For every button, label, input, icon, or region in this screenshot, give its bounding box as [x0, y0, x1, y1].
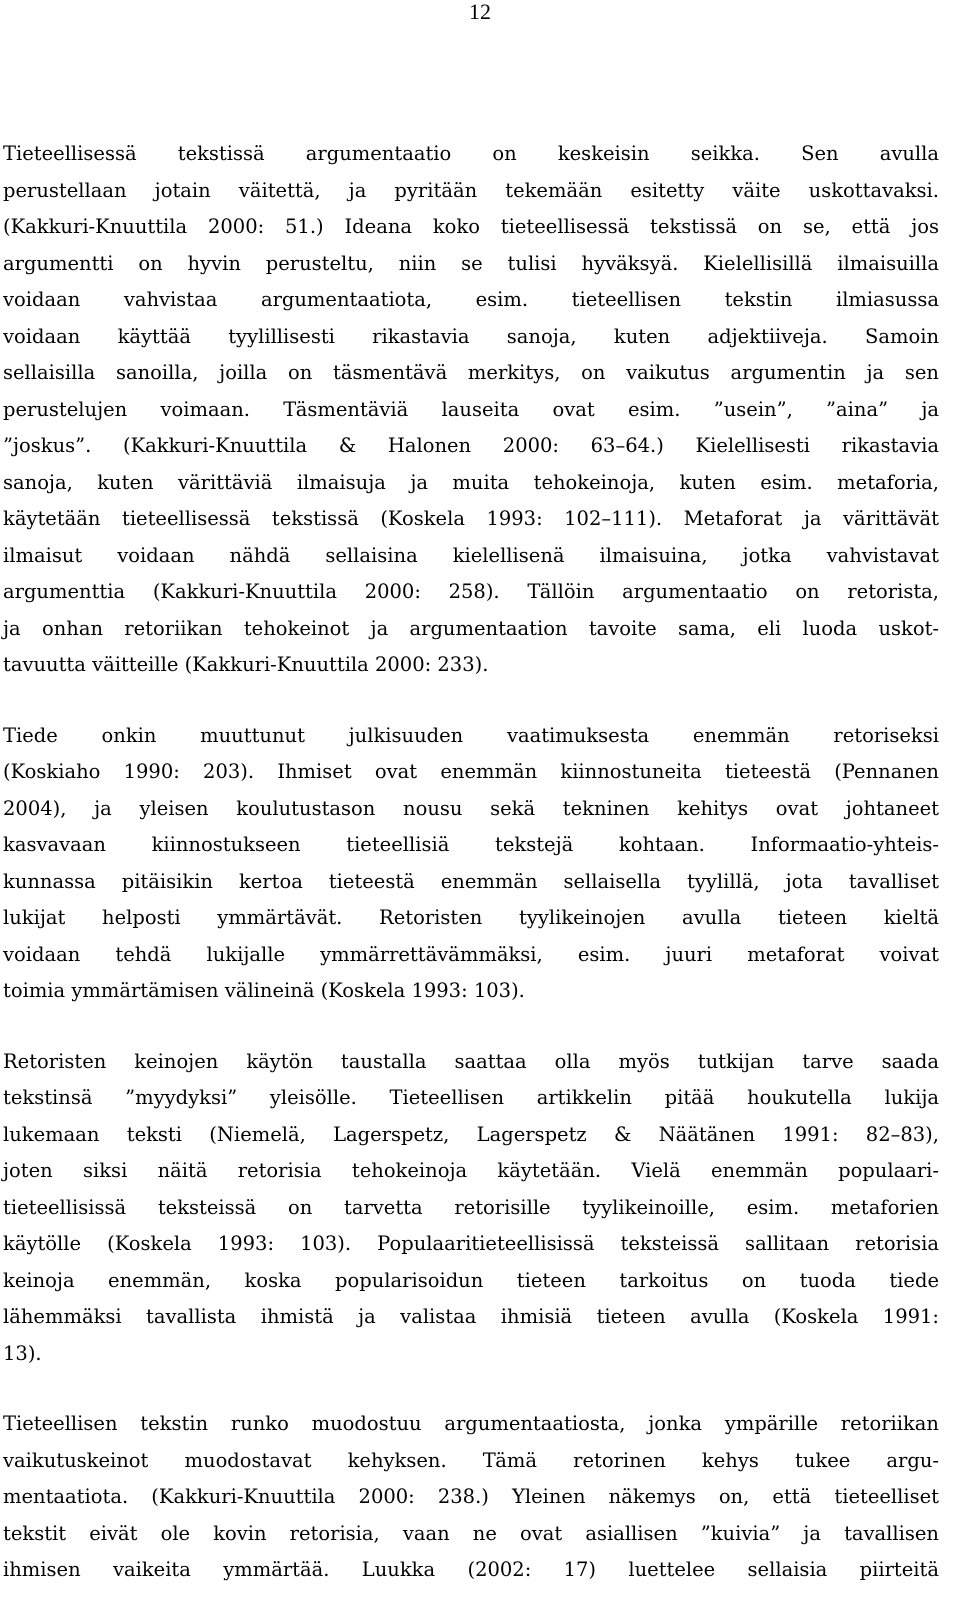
text-line: toimia ymmärtämisen välineinä (Koskela 1993: 103). [3, 979, 525, 1002]
text-line: voidaan vahvistaa argumentaatiota, esim. tieteellisen tekstin ilmiasussa [3, 288, 939, 311]
text-line: tavuutta väitteille (Kakkuri-Knuuttila 2000: 233). [3, 653, 489, 676]
text-line: tekstit eivät ole kovin retorisia, vaan ne ovat asiallisen ”kuivia” ja tavallisen [3, 1521, 939, 1545]
body-text [3, 136, 939, 1589]
paragraph-2 [3, 718, 939, 1010]
text-line: (Kakkuri-Knuuttila 2000: 51.) Ideana koko tieteellisessä tekstissä on se, että jos [3, 215, 939, 238]
text-line: argumenttia (Kakkuri-Knuuttila 2000: 258). Tällöin argumentaatio on retorista, [3, 580, 939, 603]
text-line: lukemaan teksti (Niemelä, Lagerspetz, Lagerspetz & Näätänen 1991: 82–83), [3, 1122, 939, 1146]
text-line: Tiede onkin muuttunut julkisuuden vaatimuksesta enemmän retoriseksi [3, 723, 939, 747]
text-line: perustelujen voimaan. Täsmentäviä lauseita ovat esim. ”usein”, ”aina” ja [3, 397, 939, 421]
paragraph-4 [3, 1406, 939, 1589]
text-line: Tieteellisessä tekstissä argumentaatio on keskeisin seikka. Sen avulla [3, 142, 939, 165]
text-line: joten siksi näitä retorisia tehokeinoja käytetään. Vielä enemmän populaari- [3, 1159, 939, 1182]
text-line: lukijat helposti ymmärtävät. Retoristen tyylikeinojen avulla tieteen kieltä [3, 906, 939, 929]
text-line: sanoja, kuten värittäviä ilmaisuja ja muita tehokeinoja, kuten esim. metaforia, [3, 470, 939, 494]
text-line: ”joskus”. (Kakkuri-Knuuttila & Halonen 2000: 63–64.) Kielellisesti rikastavia [3, 434, 939, 457]
text-line: lähemmäksi tavallista ihmistä ja valistaa ihmisiä tieteen avulla (Koskela 1991: [3, 1305, 939, 1328]
text-line: tekstinsä ”myydyksi” yleisölle. Tieteellisen artikkelin pitää houkutella lukija [3, 1086, 939, 1109]
text-line: 2004), ja yleisen koulutustason nousu sekä tekninen kehitys ovat johtaneet [3, 796, 939, 820]
text-line: kunnassa pitäisikin kertoa tieteestä enemmän sellaisella tyylillä, jota tavalliset [3, 869, 939, 893]
text-line: vaikutuskeinot muodostavat kehyksen. Tämä retorinen kehys tukee argu- [3, 1448, 939, 1472]
text-line: kasvavaan kiinnostukseen tieteellisiä tekstejä kohtaan. Informaatio-yhteis- [3, 833, 939, 856]
text-line: ilmaisut voidaan nähdä sellaisina kielellisenä ilmaisuina, jotka vahvistavat [3, 543, 939, 567]
text-line: voidaan tehdä lukijalle ymmärrettävämmäksi, esim. juuri metaforat voivat [3, 942, 939, 966]
text-line: ihmisen vaikeita ymmärtää. Luukka (2002: 17) luettelee sellaisia piirteitä [3, 1558, 939, 1581]
text-line: voidaan käyttää tyylillisesti rikastavia sanoja, kuten adjektiiveja. Samoin [3, 324, 939, 348]
page-number: 12 [469, 0, 491, 24]
text-line: keinoja enemmän, koska popularisoidun tieteen tarkoitus on tuoda tiede [3, 1268, 939, 1292]
text-line: Tieteellisen tekstin runko muodostuu argumentaatiosta, jonka ympärille retoriikan [3, 1412, 939, 1435]
text-line: tieteellisissä teksteissä on tarvetta retorisille tyylikeinoille, esim. metaforien [3, 1195, 939, 1219]
text-line: käytetään tieteellisessä tekstissä (Koskela 1993: 102–111). Metaforat ja värittävät [3, 507, 939, 530]
text-line: Retoristen keinojen käytön taustalla saattaa olla myös tutkijan tarve saada [3, 1049, 939, 1073]
text-line: argumentti on hyvin perusteltu, niin se tulisi hyväksyä. Kielellisillä ilmaisuilla [3, 251, 939, 275]
text-line: sellaisilla sanoilla, joilla on täsmentävä merkitys, on vaikutus argumentin ja sen [3, 361, 939, 384]
paragraph-3 [3, 1044, 939, 1373]
text-line: 13). [3, 1341, 42, 1365]
text-line: mentaatiota. (Kakkuri-Knuuttila 2000: 238.) Yleinen näkemys on, että tieteelliset [3, 1485, 939, 1508]
paragraph-1 [3, 136, 939, 684]
text-line: käytölle (Koskela 1993: 103). Populaaritieteellisissä teksteissä sallitaan retorisia [3, 1232, 939, 1255]
text-line: ja onhan retoriikan tehokeinot ja argumentaation tavoite sama, eli luoda uskot- [3, 616, 939, 640]
text-line: (Koskiaho 1990: 203). Ihmiset ovat enemmän kiinnostuneita tieteestä (Pennanen [3, 760, 939, 783]
text-line: perustellaan jotain väitettä, ja pyritään tekemään esitetty väite uskottavaksi. [3, 178, 939, 202]
